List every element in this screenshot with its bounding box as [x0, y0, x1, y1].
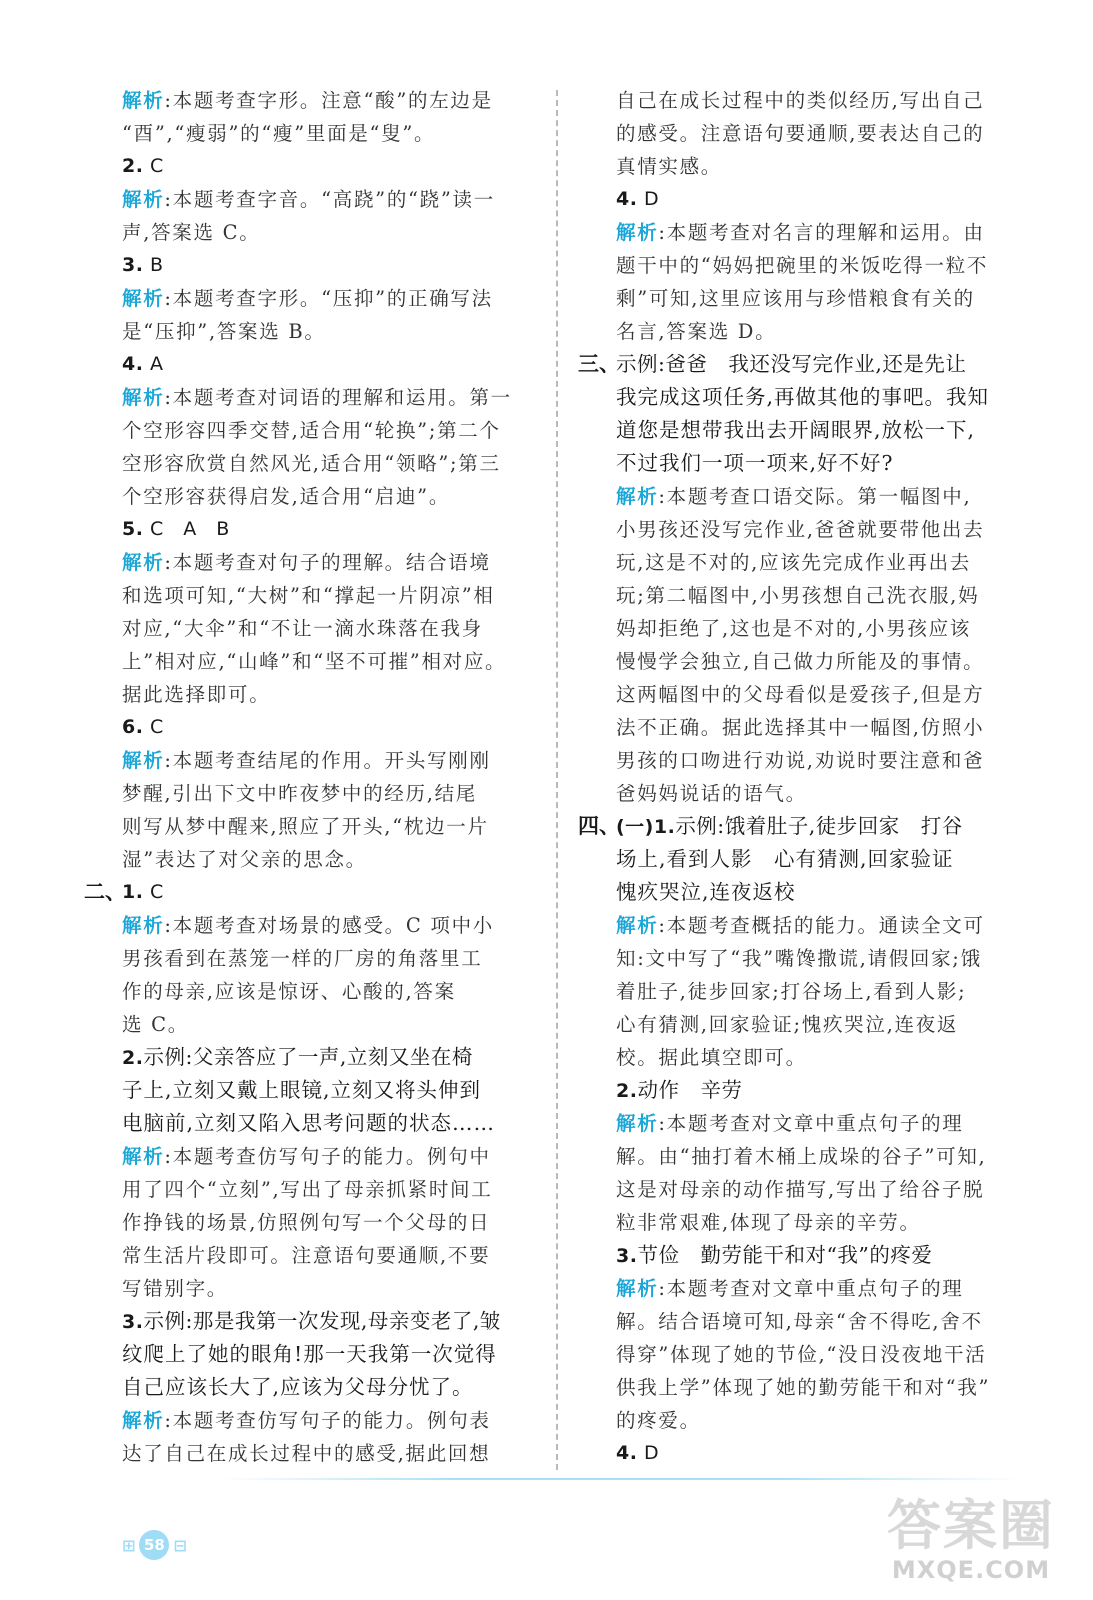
answer-line — [616, 1074, 1028, 1107]
question-number: 5. — [122, 518, 144, 540]
question-number: 2. — [122, 1047, 144, 1069]
text-line: 个空形容获得启发,适合用“启迪”。 — [122, 485, 451, 508]
analysis-line — [122, 84, 540, 117]
analysis-text: :本题考查口语交际。第一幅图中, — [658, 485, 972, 508]
analysis-text: :本题考查仿写句子的能力。例句中 — [164, 1145, 491, 1168]
text-line: 这是对母亲的动作描写,写出了给谷子脱 — [616, 1178, 985, 1201]
example-line: 自己应该长大了,应该为父母分忧了。 — [122, 1375, 474, 1399]
answer-text: C A B — [143, 518, 230, 540]
analysis-text: :本题考查字形。“压抑”的正确写法 — [164, 287, 493, 310]
analysis-line — [616, 909, 1028, 942]
answer-text: 节俭 勤劳能干和对“我”的疼爱 — [637, 1243, 933, 1267]
question-number: 4. — [122, 353, 144, 375]
text-line: 对应,“大伞”和“不让一滴水珠落在我身 — [122, 617, 483, 640]
answer-text: A — [143, 353, 164, 375]
page-footer — [122, 1530, 187, 1560]
text-line: 的疼爱。 — [616, 1409, 701, 1432]
example-line: 电脑前,立刻又陷入思考问题的状态…… — [122, 1111, 496, 1135]
text-line: 题干中的“妈妈把碗里的米饭吃得一粒不 — [616, 254, 989, 277]
text-line: 男孩看到在蒸笼一样的厂房的角落里工 — [122, 947, 483, 970]
answer-line — [122, 711, 540, 744]
text-line: 作的母亲,应该是惊讶、心酸的,答案 — [122, 980, 456, 1003]
text-line: 粒非常艰难,体现了母亲的辛劳。 — [616, 1211, 921, 1234]
analysis-text: :本题考查字音。“高跷”的“跷”读一 — [164, 188, 495, 211]
analysis-label: 解析 — [616, 221, 659, 244]
column-divider — [556, 90, 558, 1470]
question-number: 4. — [616, 1442, 638, 1464]
text-line: 校。据此填空即可。 — [616, 1046, 807, 1069]
example-line: 不过我们一项一项来,好不好? — [616, 451, 894, 475]
text-line: 解。结合语境可知,母亲“舍不得吃,舍不 — [616, 1310, 983, 1333]
text-line: 妈却拒绝了,这也是不对的,小男孩应该 — [616, 617, 971, 640]
text-line: 真情实感。 — [616, 155, 723, 178]
analysis-line — [122, 381, 540, 414]
page-ornament-right: ⊟ — [173, 1535, 187, 1555]
analysis-line — [122, 282, 540, 315]
analysis-label: 解析 — [122, 386, 165, 409]
text-line: 供我上学”体现了她的勤劳能干和对“我” — [616, 1376, 991, 1399]
analysis-label: 解析 — [122, 914, 165, 937]
analysis-text: :本题考查对名言的理解和运用。由 — [658, 221, 985, 244]
analysis-label: 解析 — [122, 1145, 165, 1168]
section-number: 二、 — [84, 880, 126, 904]
analysis-text: :本题考查对句子的理解。结合语境 — [164, 551, 491, 574]
text-line: 知:文中写了“我”嘴馋撒谎,请假回家;饿 — [616, 947, 982, 970]
text-line: 用了四个“立刻”,写出了母亲抓紧时间工 — [122, 1178, 493, 1201]
text-line: 小男孩还没写完作业,爸爸就要带他出去 — [616, 518, 985, 541]
analysis-line — [616, 1107, 1028, 1140]
answer-line — [122, 249, 540, 282]
text-line: 上”相对应,“山峰”和“坚不可摧”相对应。 — [122, 650, 507, 673]
text-line: 自己在成长过程中的类似经历,写出自己 — [616, 89, 985, 112]
page-ornament-left: ⊞ — [122, 1535, 136, 1555]
answer-text: C — [143, 716, 164, 738]
analysis-text: :本题考查对文章中重点句子的理 — [658, 1112, 964, 1135]
answer-line — [578, 810, 1028, 843]
text-line: 爸妈妈说话的语气。 — [616, 782, 807, 805]
analysis-label: 解析 — [122, 287, 165, 310]
text-line: 选 C。 — [122, 1013, 189, 1036]
text-line: 达了自己在成长过程中的感受,据此回想 — [122, 1442, 491, 1465]
answer-line — [122, 1305, 540, 1338]
text-line: 玩;第二幅图中,小男孩想自己洗衣服,妈 — [616, 584, 980, 607]
analysis-line — [616, 1272, 1028, 1305]
analysis-text: :本题考查字形。注意“酸”的左边是 — [164, 89, 493, 112]
example-line: 纹爬上了她的眼角!那一天我第一次觉得 — [122, 1342, 497, 1366]
analysis-line — [122, 744, 540, 777]
question-number: 3. — [616, 1245, 638, 1267]
analysis-line — [122, 1140, 540, 1173]
answer-line — [616, 1239, 1028, 1272]
analysis-text: :本题考查对文章中重点句子的理 — [658, 1277, 964, 1300]
question-number: 1. — [122, 881, 144, 903]
analysis-text: :本题考查对场景的感受。C 项中小 — [164, 914, 494, 937]
text-line: 和选项可知,“大树”和“撑起一片阴凉”相 — [122, 584, 495, 607]
text-line: 名言,答案选 D。 — [616, 320, 777, 343]
text-line: 着肚子,徒步回家;打谷场上,看到人影; — [616, 980, 967, 1003]
analysis-label: 解析 — [122, 749, 165, 772]
question-number: 3. — [122, 254, 144, 276]
answer-text: C — [143, 881, 164, 903]
answer-text: D — [637, 1442, 660, 1464]
answer-line — [122, 348, 540, 381]
watermark-logo: 答案圈 — [887, 1494, 1055, 1557]
text-line: 慢慢学会独立,自己做力所能及的事情。 — [616, 650, 985, 673]
analysis-line — [616, 480, 1028, 513]
answer-line — [616, 1437, 1028, 1470]
question-number: 2. — [616, 1080, 638, 1102]
footer-rule — [220, 1478, 1020, 1480]
answer-line — [84, 876, 540, 909]
analysis-label: 解析 — [616, 485, 659, 508]
answer-text: 示例:饿着肚子,徒步回家 打谷 — [675, 814, 963, 838]
watermark — [871, 1488, 1071, 1592]
answer-line — [122, 513, 540, 546]
example-line: 我完成这项任务,再做其他的事吧。我知 — [616, 385, 990, 409]
text-line: 是“压抑”,答案选 B。 — [122, 320, 326, 343]
analysis-text: :本题考查对词语的理解和运用。第一 — [164, 386, 512, 409]
example-line: 场上,看到人影 心有猜测,回家验证 — [616, 847, 954, 871]
example-line: 愧疚哭泣,连夜返校 — [616, 880, 796, 904]
analysis-label: 解析 — [122, 1409, 165, 1432]
answer-line — [578, 348, 1028, 381]
text-line: 空形容欣赏自然风光,适合用“领略”;第三 — [122, 452, 501, 475]
analysis-line — [122, 546, 540, 579]
text-line: 则写从梦中醒来,照应了开头,“枕边一片 — [122, 815, 489, 838]
text-line: 的感受。注意语句要通顺,要表达自己的 — [616, 122, 985, 145]
analysis-label: 解析 — [122, 188, 165, 211]
text-line: 梦醒,引出下文中昨夜梦中的经历,结尾 — [122, 782, 477, 805]
section-number: 四、 — [578, 814, 620, 838]
text-line: 这两幅图中的父母看似是爱孩子,但是方 — [616, 683, 985, 706]
question-number: 6. — [122, 716, 144, 738]
answer-text: C — [143, 155, 164, 177]
text-line: 解。由“抽打着木桶上成垛的谷子”可知, — [616, 1145, 987, 1168]
text-line: 写错别字。 — [122, 1277, 229, 1300]
text-line: 得穿”体现了她的节俭,“没日没夜地干活 — [616, 1343, 987, 1366]
answer-line — [122, 150, 540, 183]
watermark-text: MXQE.COM — [891, 1556, 1051, 1584]
analysis-text: :本题考查结尾的作用。开头写刚刚 — [164, 749, 491, 772]
text-line: 常生活片段即可。注意语句要通顺,不要 — [122, 1244, 491, 1267]
left-column — [84, 84, 540, 1470]
text-line: 剩”可知,这里应该用与珍惜粮食有关的 — [616, 287, 975, 310]
answer-line — [616, 183, 1028, 216]
text-line: 湿”表达了对父亲的思念。 — [122, 848, 367, 871]
text-line: 心有猜测,回家验证;愧疚哭泣,连夜返 — [616, 1013, 959, 1036]
answer-text: B — [143, 254, 164, 276]
text-line: 声,答案选 C。 — [122, 221, 261, 244]
analysis-label: 解析 — [122, 551, 165, 574]
text-line: “酉”,“瘦弱”的“瘦”里面是“叟”。 — [122, 122, 436, 145]
example-line: 道您是想带我出去开阔眼界,放松一下, — [616, 418, 976, 442]
text-line: 法不正确。据此选择其中一幅图,仿照小 — [616, 716, 985, 739]
example-line: 子上,立刻又戴上眼镜,立刻又将头伸到 — [122, 1078, 482, 1102]
analysis-line — [122, 909, 540, 942]
answer-text: 动作 辛劳 — [637, 1078, 743, 1102]
question-number: 2. — [122, 155, 144, 177]
text-line: 个空形容四季交替,适合用“轮换”;第二个 — [122, 419, 501, 442]
text-line: 男孩的口吻进行劝说,劝说时要注意和爸 — [616, 749, 985, 772]
section-number: 三、 — [578, 352, 620, 376]
text-line: 玩,这是不对的,应该先完成作业再出去 — [616, 551, 971, 574]
analysis-text: :本题考查仿写句子的能力。例句表 — [164, 1409, 491, 1432]
question-number: 4. — [616, 188, 638, 210]
analysis-line — [616, 216, 1028, 249]
question-number: 3. — [122, 1311, 144, 1333]
question-number: (一)1. — [616, 816, 676, 838]
analysis-label: 解析 — [616, 1277, 659, 1300]
page-number: 58 — [139, 1530, 169, 1560]
answer-text: 示例:那是我第一次发现,母亲变老了,皱 — [143, 1309, 501, 1333]
analysis-label: 解析 — [616, 1112, 659, 1135]
analysis-line — [122, 1404, 540, 1437]
analysis-line — [122, 183, 540, 216]
answer-text: D — [637, 188, 660, 210]
analysis-label: 解析 — [616, 914, 659, 937]
analysis-label: 解析 — [122, 89, 165, 112]
answer-line — [122, 1041, 540, 1074]
analysis-text: :本题考查概括的能力。通读全文可 — [658, 914, 985, 937]
text-line: 作挣钱的场景,仿照例句写一个父母的日 — [122, 1211, 491, 1234]
answer-text: 示例:爸爸 我还没写完作业,还是先让 — [616, 352, 967, 376]
right-column — [578, 84, 1028, 1470]
text-line: 据此选择即可。 — [122, 683, 271, 706]
answer-text: 示例:父亲答应了一声,立刻又坐在椅 — [143, 1045, 473, 1069]
